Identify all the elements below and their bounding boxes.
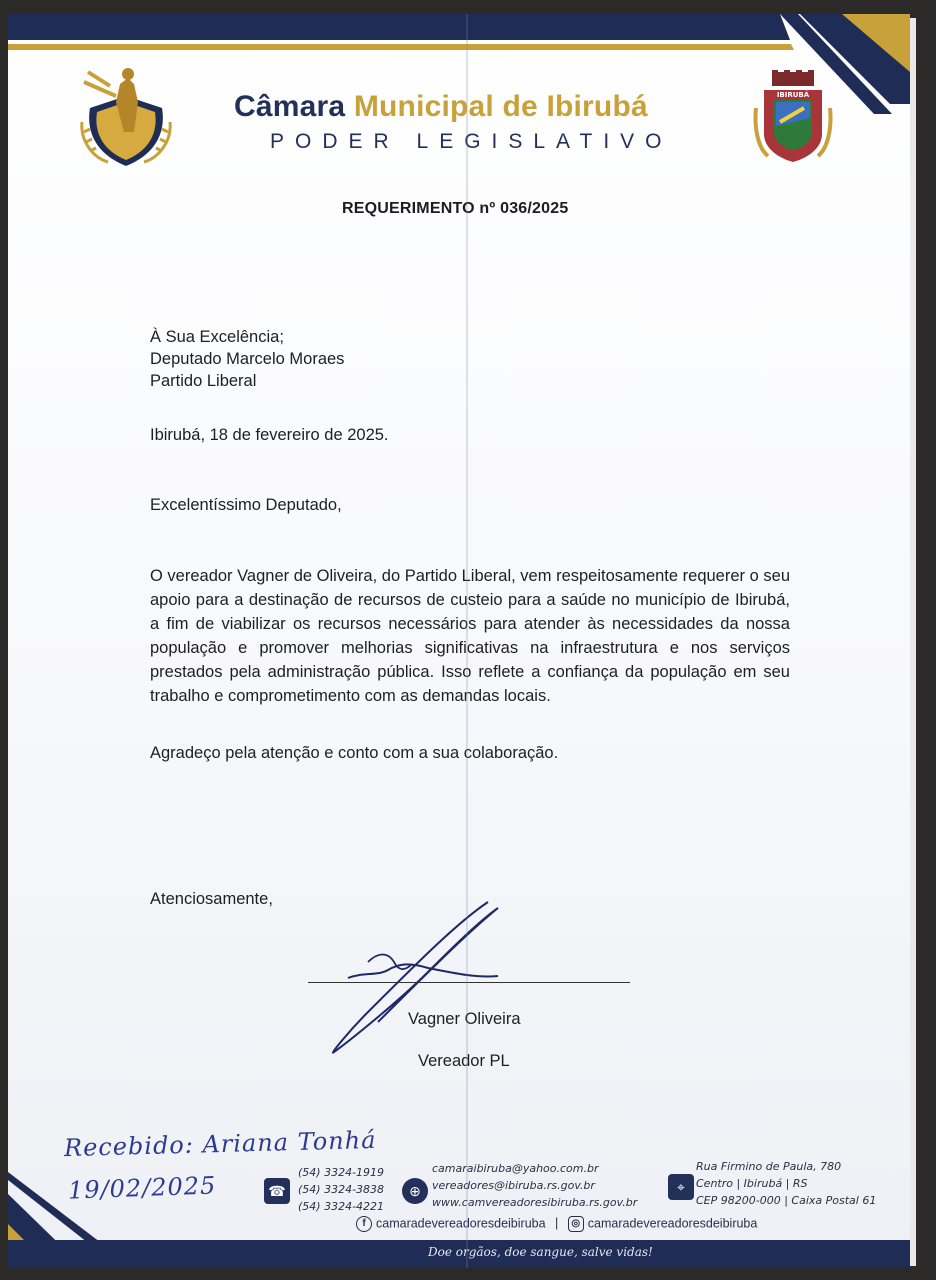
address-block (696, 1158, 876, 1209)
body-paragraph: O vereador Vagner de Oliveira, do Partido Liberal, vem respeitosamente requerer o seu apoio para a destinação de recursos de custeio para a saúde no município de Ibirubá, a fim de viabilizar os recursos necessários para atender às necessidades da nossa população e promover melhorias significativas na infraestrutura e nos serviços prestados pela administração pública. Isso reflete a confiança da população em seu trabalho e comprometimento com as demandas locais. (150, 567, 790, 705)
paper-fold (466, 14, 468, 1268)
instagram-handle: camaradevereadoresdeibiruba (587, 1216, 758, 1231)
document-date: Ibirubá, 18 de fevereiro de 2025. (150, 426, 389, 444)
camara-logo (76, 62, 176, 172)
phone-list (298, 1164, 384, 1215)
phone-number: (54) 3324-3838 (298, 1183, 385, 1196)
contact-website: www.camvereadoresibiruba.rs.gov.br (432, 1196, 638, 1209)
address-line: CEP 98200-000 | Caixa Postal 61 (696, 1194, 877, 1207)
signer-role: Vereador PL (418, 1052, 510, 1070)
globe-icon: ⊕ (402, 1178, 428, 1204)
facebook-icon: f (356, 1216, 372, 1232)
contact-list (432, 1160, 637, 1211)
recipient-line: À Sua Excelência; (150, 328, 284, 346)
greeting: Excelentíssimo Deputado, (150, 496, 342, 514)
municipal-crest (750, 68, 836, 164)
address-line: Centro | Ibirubá | RS (696, 1177, 808, 1190)
phone-number: (54) 3324-1919 (298, 1166, 385, 1179)
phone-icon: ☎ (264, 1178, 290, 1204)
signer-name: Vagner Oliveira (408, 1010, 521, 1028)
thanks-paragraph: Agradeço pela atenção e conto com a sua colaboração. (150, 744, 559, 762)
crest-text: IBIRUBÁ (776, 91, 810, 99)
phone-number: (54) 3324-4221 (298, 1200, 385, 1213)
title-part-camara: Câmara (234, 90, 346, 123)
signature-line (308, 982, 630, 983)
instagram-icon: ◎ (568, 1216, 584, 1232)
social-links (356, 1216, 757, 1232)
recipient-line: Partido Liberal (150, 372, 257, 390)
footer-slogan: Doe orgãos, doe sangue, salve vidas! (428, 1245, 653, 1259)
recipient-line: Deputado Marcelo Moraes (150, 350, 345, 368)
document-page (8, 14, 910, 1268)
document-title: REQUERIMENTO nº 036/2025 (342, 200, 569, 217)
institution-title (234, 90, 648, 124)
facebook-handle: camaradevereadoresdeibiruba (376, 1216, 546, 1231)
sign-off: Atenciosamente, (150, 890, 273, 908)
contact-email: camaraibiruba@yahoo.com.br (432, 1162, 599, 1175)
handwritten-received-note: Recebido: Ariana Tonhá (63, 1125, 377, 1163)
separator: | (555, 1216, 559, 1231)
title-part-municipal: Municipal de Ibirubá (353, 90, 648, 123)
handwritten-received-date: 19/02/2025 (67, 1171, 217, 1205)
location-pin-icon: ⌖ (668, 1174, 694, 1200)
institution-subtitle: PODER LEGISLATIVO (270, 130, 673, 153)
address-line: Rua Firmino de Paula, 780 (696, 1160, 842, 1173)
recipient-block (150, 326, 344, 392)
contact-email: vereadores@ibiruba.rs.gov.br (432, 1179, 595, 1192)
